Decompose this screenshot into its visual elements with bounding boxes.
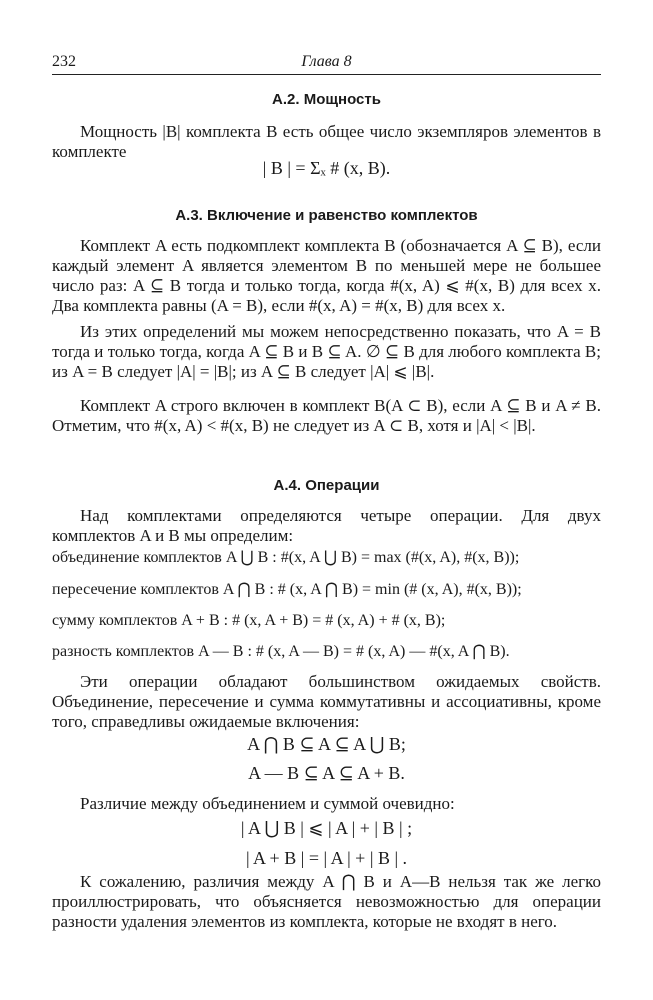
formula-sum-cardinality: | A + B | = | A | + | B | . (245, 848, 408, 868)
formula-cardinality: | B | = Σₓ # (x, B). (262, 158, 391, 178)
paragraph-operations-intro: Над комплектами определяются четыре операции. Для двух комплектов A и B мы определим: (52, 506, 601, 545)
formula-union-cardinality: | A ⋃ B | ⩽ | A | + | B | ; (240, 818, 413, 838)
operation-sum: сумму комплектов A + B : # (x, A + B) = # (x, A) + # (x, B); (52, 612, 446, 629)
operation-intersection: пересечение комплектов A ⋂ B : # (x, A ⋂ B) = min (# (x, A), #(x, B)); (52, 581, 522, 598)
operation-difference: разность комплектов A — B : # (x, A — B) = # (x, A) — #(x, A ⋂ B). (52, 643, 510, 660)
formula-inclusion-2: A — B ⊆ A ⊆ A + B. (248, 763, 405, 783)
paragraph-equality-consequences: Из этих определений мы можем непосредственно показать, что A = B тогда и только тогда, когда A ⊆ B и B ⊆ A. ∅ ⊆ B для любого комплекта B; из A = B следует |A| = |B|; из A ⊆ B следует |A| ⩽ |B|. (52, 322, 601, 381)
section-heading-operations: А.4. Операции (273, 477, 380, 494)
paragraph-operation-properties: Эти операции обладают большинством ожидаемых свойств. Объединение, пересечение и сумма коммутативны и ассоциативны, кроме того, справедливы ожидаемые включения: (52, 672, 601, 731)
paragraph-subset-definition: Комплект A есть подкомплект комплекта B (обозначается A ⊆ B), если каждый элемент A является элементом B по меньшей мере не большее число раз: A ⊆ B тогда и только тогда, когда #(x, A) ⩽ #(x, B) для всех x. Два комплекта равны (A = B), если #(x, A) = #(x, B) для всех x. (52, 236, 601, 315)
operation-union: объединение комплектов A ⋃ B : #(x, A ⋃ B) = max (#(x, A), #(x, B)); (52, 549, 520, 566)
paragraph-closing: К сожалению, различия между A ⋂ B и A—B нельзя так же легко проиллюстрировать, что объясняется невозможностью для операции разности удаления элементов из комплекта, которые не входят в него. (52, 872, 601, 931)
paragraph-cardinality-definition: Мощность |B| комплекта B есть общее число экземпляров элементов в комплекте (52, 122, 601, 161)
section-heading-inclusion-equality: А.3. Включение и равенство комплектов (175, 207, 478, 224)
chapter-title: Глава 8 (301, 53, 352, 70)
paragraph-difference-intro: Различие между объединением и суммой очевидно: (80, 794, 455, 813)
page-number: 232 (52, 53, 76, 70)
section-heading-cardinality: А.2. Мощность (272, 91, 381, 108)
running-header (52, 52, 601, 75)
formula-inclusion-1: A ⋂ B ⊆ A ⊆ A ⋃ B; (247, 734, 406, 754)
paragraph-strict-inclusion: Комплект A строго включен в комплект B(A ⊂ B), если A ⊆ B и A ≠ B. Отметим, что #(x, A) < #(x, B) не следует из A ⊂ B, хотя и |A| < |B|. (52, 396, 601, 435)
